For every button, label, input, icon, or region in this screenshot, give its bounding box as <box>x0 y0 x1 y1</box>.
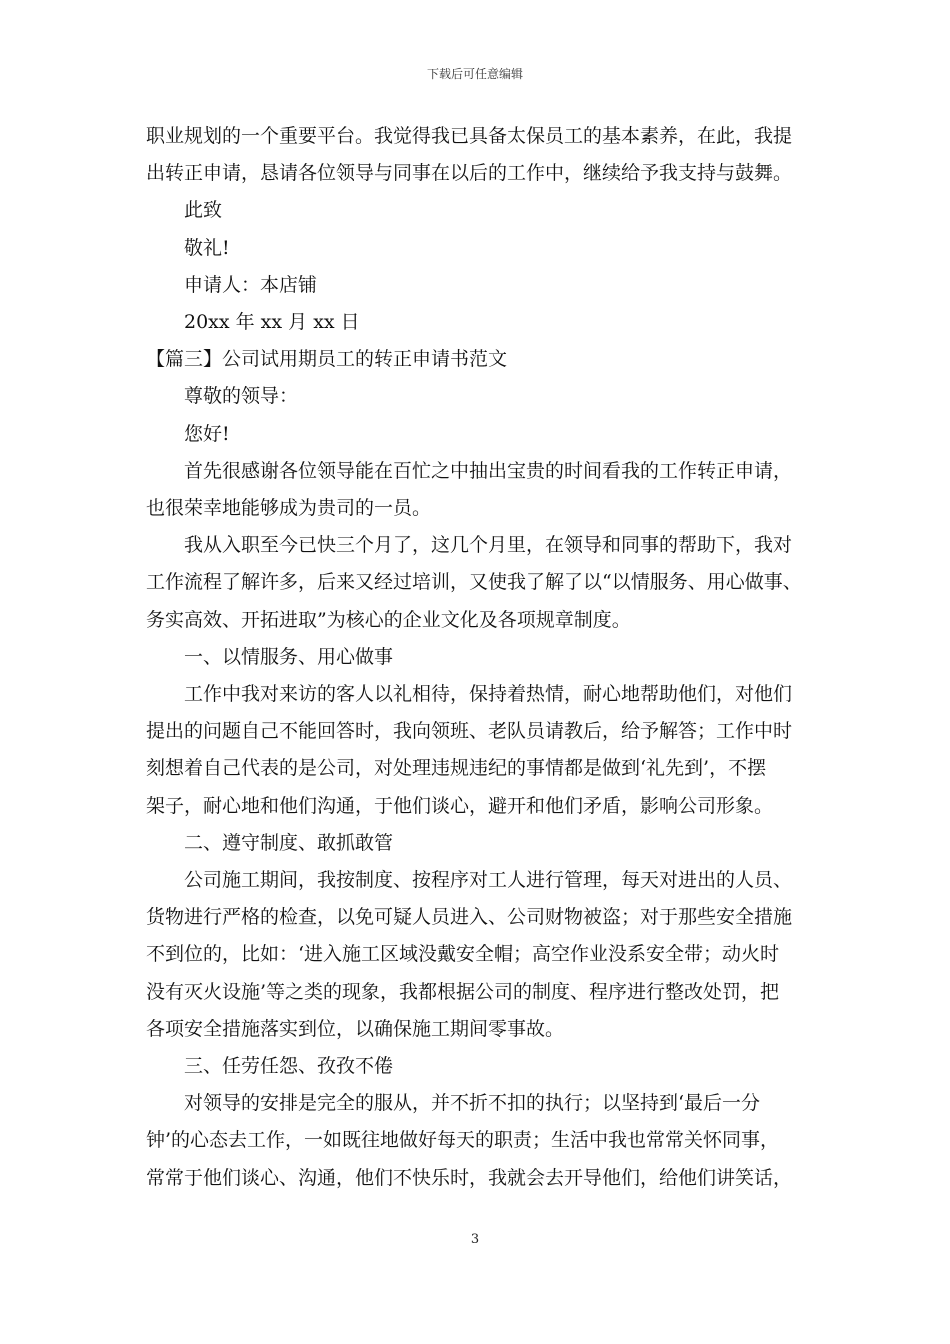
paragraph-line: 出转正申请，恳请各位领导与同事在以后的工作中，继续给予我支持与鼓舞。 <box>146 162 793 185</box>
closing-line: 此致 <box>184 199 223 222</box>
paragraph-line: 公司施工期间，我按制度、按程序对工人进行管理，每天对进出的人员、 <box>184 869 793 892</box>
paragraph-line: 首先很感谢各位领导能在百忙之中抽出宝贵的时间看我的工作转正申请， <box>184 459 793 482</box>
subheading: 三、任劳任怨、孜孜不倦 <box>184 1055 394 1078</box>
paragraph-line: 务实高效、开拓进取”为核心的企业文化及各项规章制度。 <box>146 608 631 631</box>
salutation: 尊敬的领导： <box>184 385 299 408</box>
paragraph-line: 工作流程了解许多，后来又经过培训，又使我了解了以“以情服务、用心做事、 <box>146 571 802 594</box>
paragraph-line: 货物进行严格的检查，以免可疑人员进入、公司财物被盗；对于那些安全措施 <box>146 906 793 929</box>
greeting: 您好! <box>184 422 230 445</box>
page-number: 3 <box>470 1232 480 1247</box>
paragraph-line: 我从入职至今已快三个月了，这几个月里，在领导和同事的帮助下，我对 <box>184 534 793 557</box>
paragraph-line: 架子，耐心地和他们沟通，于他们谈心，避开和他们矛盾，影响公司形象。 <box>146 794 774 817</box>
date-line: 20xx 年 xx 月 xx 日 <box>184 311 360 334</box>
paragraph-line: 常常于他们谈心、沟通，他们不快乐时，我就会去开导他们，给他们讲笑话， <box>146 1166 793 1189</box>
paragraph-line: 工作中我对来访的客人以礼相待，保持着热情，耐心地帮助他们，对他们 <box>184 683 793 706</box>
paragraph-line: 刻想着自己代表的是公司，对处理违规违纪的事情都是做到‘礼先到’，不摆 <box>146 757 767 780</box>
closing-salutation: 敬礼! <box>184 236 230 259</box>
paragraph-line: 职业规划的一个重要平台。我觉得我已具备太保员工的基本素养，在此，我提 <box>146 125 793 147</box>
applicant-line: 申请人：本店铺 <box>184 273 318 296</box>
paragraph-line: 提出的问题自己不能回答时，我向领班、老队员请教后，给予解答；工作中时 <box>146 720 793 743</box>
subheading: 二、遵守制度、敢抓敢管 <box>184 831 394 854</box>
paragraph-line: 也很荣幸地能够成为贵司的一员。 <box>146 497 432 520</box>
subheading: 一、以情服务、用心做事 <box>184 645 394 668</box>
paragraph-line: 不到位的，比如：‘进入施工区域没戴安全帽；高空作业没系安全带；动火时 <box>146 943 780 966</box>
paragraph-line: 钟’的心态去工作，一如既往地做好每天的职责；生活中我也常常关怀同事， <box>146 1129 780 1152</box>
document-body <box>146 118 826 1197</box>
paragraph-line: 各项安全措施落实到位，以确保施工期间零事故。 <box>146 1017 565 1040</box>
paragraph-line: 没有灭火设施’等之类的现象，我都根据公司的制度、程序进行整改处罚，把 <box>146 980 780 1003</box>
section-title: 【篇三】公司试用期员工的转正申请书范文 <box>146 348 508 371</box>
page-header: 下载后可任意编辑 <box>426 67 523 81</box>
paragraph-line: 对领导的安排是完全的服从，并不折不扣的执行；以坚持到‘最后一分 <box>184 1092 761 1115</box>
